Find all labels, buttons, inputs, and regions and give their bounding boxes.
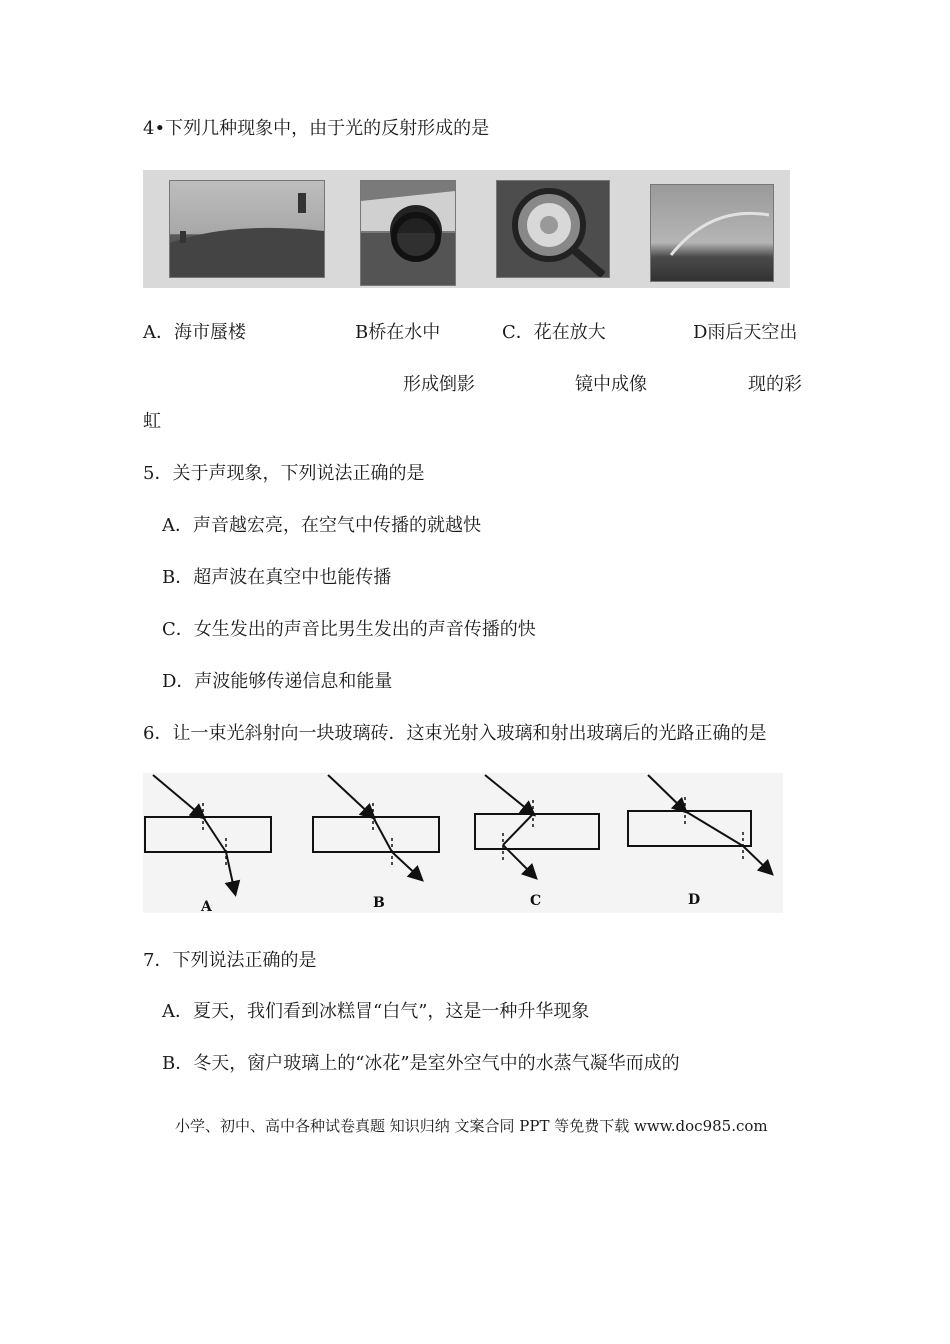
q4-option-b-line2: 形成倒影	[403, 374, 475, 395]
glass-block-a	[145, 817, 271, 852]
q7-option-a: A．夏天，我们看到冰糕冒“白气”，这是一种升华现象	[162, 1001, 590, 1022]
q4-option-a: A．海市蜃楼	[143, 322, 246, 343]
magnifier-photo	[496, 180, 610, 278]
mirage-photo	[169, 180, 325, 278]
bridge-reflection-photo	[360, 180, 456, 286]
q4-option-d-line2: 现的彩	[748, 374, 802, 395]
q4-stem: 4•下列几种现象中，由于光的反射形成的是	[143, 118, 490, 139]
q4-option-c-line2: 镜中成像	[575, 374, 647, 395]
q4-option-b-line1: B桥在水中	[355, 322, 441, 343]
q4-photo-strip	[143, 170, 790, 288]
diagram-label-d: D	[688, 892, 701, 908]
rainbow-photo	[650, 184, 774, 282]
q4-option-d-line3: 虹	[143, 411, 161, 432]
glass-block-c	[475, 814, 599, 849]
diagram-label-a: A	[201, 899, 212, 913]
diagram-label-b: B	[373, 895, 385, 911]
q5-stem: 5．关于声现象，下列说法正确的是	[143, 463, 425, 484]
q6-stem: 6．让一束光斜射向一块玻璃砖．这束光射入玻璃和射出玻璃后的光路正确的是	[143, 723, 767, 744]
q5-option-d: D．声波能够传递信息和能量	[162, 671, 393, 692]
q5-option-c: C．女生发出的声音比男生发出的声音传播的快	[162, 619, 536, 640]
diagram-label-c: C	[530, 893, 542, 909]
footer-text: 小学、初中、高中各种试卷真题 知识归纳 文案合同 PPT 等免费下载 www.doc985.com	[175, 1117, 768, 1135]
q4-option-d-line1: D雨后天空出	[693, 322, 798, 343]
q5-option-b: B．超声波在真空中也能传播	[162, 567, 392, 588]
refraction-diagrams	[143, 773, 783, 913]
q7-option-b: B．冬天，窗户玻璃上的“冰花”是室外空气中的水蒸气凝华而成的	[162, 1053, 680, 1074]
q4-option-c-line1: C．花在放大	[502, 322, 606, 343]
q7-stem: 7．下列说法正确的是	[143, 950, 317, 971]
q5-option-a: A．声音越宏亮，在空气中传播的就越快	[162, 515, 481, 536]
